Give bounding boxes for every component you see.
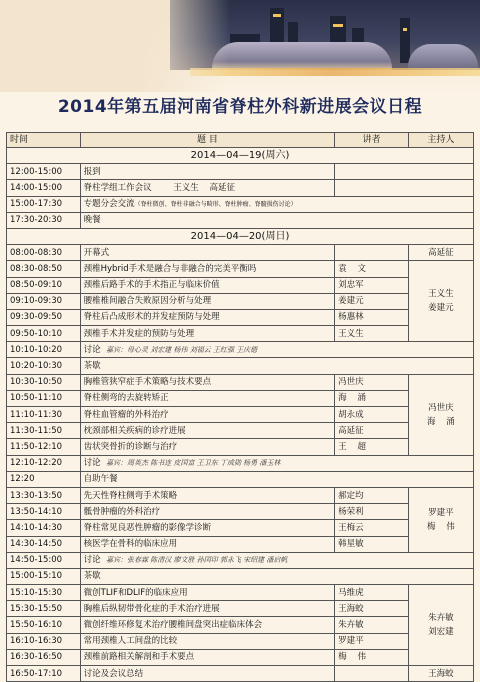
topic-cell: 脊柱学组工作会议 王义生 高延征 bbox=[80, 180, 335, 196]
table-row bbox=[7, 487, 474, 503]
topic-cell: 颈椎前路相关解剖和手术要点 bbox=[80, 649, 335, 665]
table-row bbox=[7, 666, 474, 682]
city-lights bbox=[190, 68, 480, 76]
time-cell: 15:10-15:30 bbox=[7, 585, 81, 601]
speaker-cell: 王梅云 bbox=[335, 520, 409, 536]
host-name: 朱卉敏 bbox=[428, 613, 454, 624]
time-cell: 14:50-15:00 bbox=[7, 552, 81, 568]
host-name: 姜建元 bbox=[428, 303, 454, 314]
table-row bbox=[7, 212, 474, 228]
time-cell: 11:30-11:50 bbox=[7, 423, 81, 439]
topic-cell: 晚餐 bbox=[80, 212, 473, 228]
table-row bbox=[7, 196, 474, 212]
table-row bbox=[7, 585, 474, 601]
header-banner bbox=[0, 0, 480, 92]
topic-cell: 茶歇 bbox=[80, 568, 473, 584]
speaker-cell bbox=[335, 666, 409, 682]
date-row bbox=[7, 228, 474, 244]
schedule-table bbox=[6, 132, 474, 682]
topic-cell: 胸椎管狭窄症手术策略与技术要点 bbox=[80, 374, 335, 390]
time-cell: 08:50-09:10 bbox=[7, 277, 81, 293]
topic-cell: 开幕式 bbox=[80, 245, 335, 261]
topic-cell: 报到 bbox=[80, 164, 335, 180]
speaker-cell: 罗建平 bbox=[335, 633, 409, 649]
host-name: 刘宏建 bbox=[428, 627, 454, 638]
speaker-cell: 刘忠军 bbox=[335, 277, 409, 293]
table-row bbox=[7, 164, 474, 180]
time-cell: 10:20-10:30 bbox=[7, 358, 81, 374]
host-name: 梅 伟 bbox=[426, 521, 455, 532]
topic-cell: 腰椎椎间融合失败原因分析与处理 bbox=[80, 293, 335, 309]
topic-cell: 脊柱血管瘤的外科治疗 bbox=[80, 407, 335, 423]
host-cell: 王海蛟 bbox=[408, 666, 473, 682]
topic-cell: 先天性脊柱侧弯手术策略 bbox=[80, 487, 335, 503]
topic-cell: 齿状突骨折的诊断与治疗 bbox=[80, 439, 335, 455]
time-cell: 14:00-15:00 bbox=[7, 180, 81, 196]
topic-text: 讨论 bbox=[83, 458, 101, 469]
table-row bbox=[7, 536, 474, 552]
table-row bbox=[7, 649, 474, 665]
speaker-cell: 梅 伟 bbox=[335, 649, 409, 665]
date-label: 2014—04—20(周日) bbox=[7, 228, 474, 244]
topic-cell: 茶歇 bbox=[80, 358, 473, 374]
table-row bbox=[7, 326, 474, 342]
topic-cell: 骶骨肿瘤的外科治疗 bbox=[80, 504, 335, 520]
table-row bbox=[7, 390, 474, 406]
host-cell: 高延征 bbox=[408, 245, 473, 261]
banner-fade bbox=[0, 0, 230, 92]
table-row bbox=[7, 601, 474, 617]
host-cell bbox=[408, 374, 473, 455]
building-light bbox=[273, 14, 281, 17]
time-cell: 17:30-20:30 bbox=[7, 212, 81, 228]
table-row bbox=[7, 471, 474, 487]
speaker-cell: 王 超 bbox=[335, 439, 409, 455]
time-cell: 09:50-10:10 bbox=[7, 326, 81, 342]
topic-text: 讨论 bbox=[83, 344, 101, 355]
topic-cell: 枕颈部相关疾病的诊疗进展 bbox=[80, 423, 335, 439]
time-cell: 16:30-16:50 bbox=[7, 649, 81, 665]
time-cell: 16:10-16:30 bbox=[7, 633, 81, 649]
topic-note: 嘉宾：周英杰 陈书连 皮国富 王卫东 丁成勋 杨勇 潘玉林 bbox=[106, 459, 281, 468]
time-cell: 08:00-08:30 bbox=[7, 245, 81, 261]
time-cell: 11:50-12:10 bbox=[7, 439, 81, 455]
table-row bbox=[7, 245, 474, 261]
time-cell: 15:30-15:50 bbox=[7, 601, 81, 617]
speaker-cell: 朱卉敏 bbox=[335, 617, 409, 633]
time-cell: 13:50-14:10 bbox=[7, 504, 81, 520]
building bbox=[400, 18, 410, 63]
topic-cell: 讨论及会议总结 bbox=[80, 666, 335, 682]
topic-cell: 颈椎Hybrid手术是融合与非融合的完美平衡吗 bbox=[80, 261, 335, 277]
building-light bbox=[403, 28, 407, 31]
table-row bbox=[7, 552, 474, 568]
page-title: 2014年第五届河南省脊柱外科新进展会议日程 bbox=[57, 97, 423, 117]
table-row bbox=[7, 261, 474, 277]
topic-text: 专题分会交流 bbox=[83, 198, 135, 209]
topic-cell: 颈椎后路手术的手术指正与临床价值 bbox=[80, 277, 335, 293]
topic-cell: 胸椎后纵韧带骨化症的手术治疗进展 bbox=[80, 601, 335, 617]
time-cell: 11:10-11:30 bbox=[7, 407, 81, 423]
speaker-cell: 杨荣利 bbox=[335, 504, 409, 520]
time-cell: 14:30-14:50 bbox=[7, 536, 81, 552]
time-cell: 10:50-11:10 bbox=[7, 390, 81, 406]
time-cell: 09:30-09:50 bbox=[7, 309, 81, 325]
speaker-cell: 王义生 bbox=[335, 326, 409, 342]
host-name: 罗建平 bbox=[428, 507, 454, 518]
host-cell bbox=[408, 487, 473, 552]
topic-cell bbox=[80, 455, 473, 471]
time-cell: 13:30-13:50 bbox=[7, 487, 81, 503]
time-cell: 15:00-15:10 bbox=[7, 568, 81, 584]
speaker-cell bbox=[335, 164, 474, 180]
topic-note: （脊柱微创、脊柱非融合与畸形、脊柱肿瘤、脊髓损伤讨论） bbox=[134, 200, 297, 208]
speaker-cell: 郝定均 bbox=[335, 487, 409, 503]
host-name: 海 涌 bbox=[426, 416, 455, 427]
topic-cell: 微创TLIF和DLIF的临床应用 bbox=[80, 585, 335, 601]
table-row bbox=[7, 504, 474, 520]
host-name: 冯世庆 bbox=[428, 402, 454, 413]
stadium-dome bbox=[212, 42, 392, 70]
speaker-cell bbox=[335, 180, 474, 196]
speaker-cell: 杨惠林 bbox=[335, 309, 409, 325]
speaker-cell: 冯世庆 bbox=[335, 374, 409, 390]
topic-cell bbox=[80, 196, 473, 212]
column-header-speaker: 讲者 bbox=[335, 133, 409, 148]
table-row bbox=[7, 439, 474, 455]
table-row bbox=[7, 277, 474, 293]
table-header-row bbox=[7, 133, 474, 148]
column-header-topic: 题 目 bbox=[80, 133, 335, 148]
building-light bbox=[333, 24, 343, 27]
time-cell: 15:50-16:10 bbox=[7, 617, 81, 633]
topic-cell: 常用颈椎人工间盘的比较 bbox=[80, 633, 335, 649]
topic-cell: 脊柱侧弯的去旋转矫正 bbox=[80, 390, 335, 406]
time-cell: 09:10-09:30 bbox=[7, 293, 81, 309]
time-cell: 16:50-17:10 bbox=[7, 666, 81, 682]
topic-text: 讨论 bbox=[83, 555, 101, 566]
topic-cell: 微创纤维环修复术治疗腰椎间盘突出症临床体会 bbox=[80, 617, 335, 633]
time-cell: 12:20 bbox=[7, 471, 81, 487]
speaker-cell: 高延征 bbox=[335, 423, 409, 439]
topic-cell bbox=[80, 342, 473, 358]
time-cell: 10:30-10:50 bbox=[7, 374, 81, 390]
speaker-cell: 王海蛟 bbox=[335, 601, 409, 617]
stadium-dome bbox=[408, 44, 478, 70]
table-row bbox=[7, 520, 474, 536]
table-row bbox=[7, 374, 474, 390]
topic-note: 嘉宾：母心灵 刘宏建 杨伟 刘福云 王红强 王庆德 bbox=[106, 345, 258, 354]
topic-cell: 颈椎手术并发症的预防与处理 bbox=[80, 326, 335, 342]
table-row bbox=[7, 180, 474, 196]
time-cell: 12:10-12:20 bbox=[7, 455, 81, 471]
topic-cell: 脊柱常见良恶性肿瘤的影像学诊断 bbox=[80, 520, 335, 536]
speaker-cell: 海 涌 bbox=[335, 390, 409, 406]
column-header-time: 时间 bbox=[7, 133, 81, 148]
table-row bbox=[7, 358, 474, 374]
table-row bbox=[7, 423, 474, 439]
table-row bbox=[7, 309, 474, 325]
host-cell bbox=[408, 261, 473, 342]
table-row bbox=[7, 342, 474, 358]
speaker-cell: 韩星敏 bbox=[335, 536, 409, 552]
table-row bbox=[7, 633, 474, 649]
column-header-host: 主持人 bbox=[408, 133, 473, 148]
topic-cell bbox=[80, 552, 473, 568]
table-row bbox=[7, 407, 474, 423]
topic-cell: 核医学在骨科的临床应用 bbox=[80, 536, 335, 552]
table-row bbox=[7, 617, 474, 633]
table-row bbox=[7, 568, 474, 584]
host-cell bbox=[408, 585, 473, 666]
speaker-cell bbox=[335, 245, 409, 261]
time-cell: 12:00-15:00 bbox=[7, 164, 81, 180]
topic-note: 嘉宾：张春霖 陈清汉 廖文胜 孙国印 郭永飞 宋绍建 潘启帆 bbox=[106, 556, 288, 565]
topic-cell: 脊柱后凸成形术的并发症预防与处理 bbox=[80, 309, 335, 325]
time-cell: 15:00-17:30 bbox=[7, 196, 81, 212]
topic-cell: 自助午餐 bbox=[80, 471, 473, 487]
speaker-cell: 马维虎 bbox=[335, 585, 409, 601]
date-label: 2014—04—19(周六) bbox=[7, 148, 474, 164]
time-cell: 14:10-14:30 bbox=[7, 520, 81, 536]
host-name: 王义生 bbox=[428, 289, 454, 300]
speaker-cell: 袁 文 bbox=[335, 261, 409, 277]
table-row bbox=[7, 293, 474, 309]
date-row bbox=[7, 148, 474, 164]
speaker-cell: 胡永成 bbox=[335, 407, 409, 423]
speaker-cell: 姜建元 bbox=[335, 293, 409, 309]
time-cell: 10:10-10:20 bbox=[7, 342, 81, 358]
table-row bbox=[7, 455, 474, 471]
time-cell: 08:30-08:50 bbox=[7, 261, 81, 277]
